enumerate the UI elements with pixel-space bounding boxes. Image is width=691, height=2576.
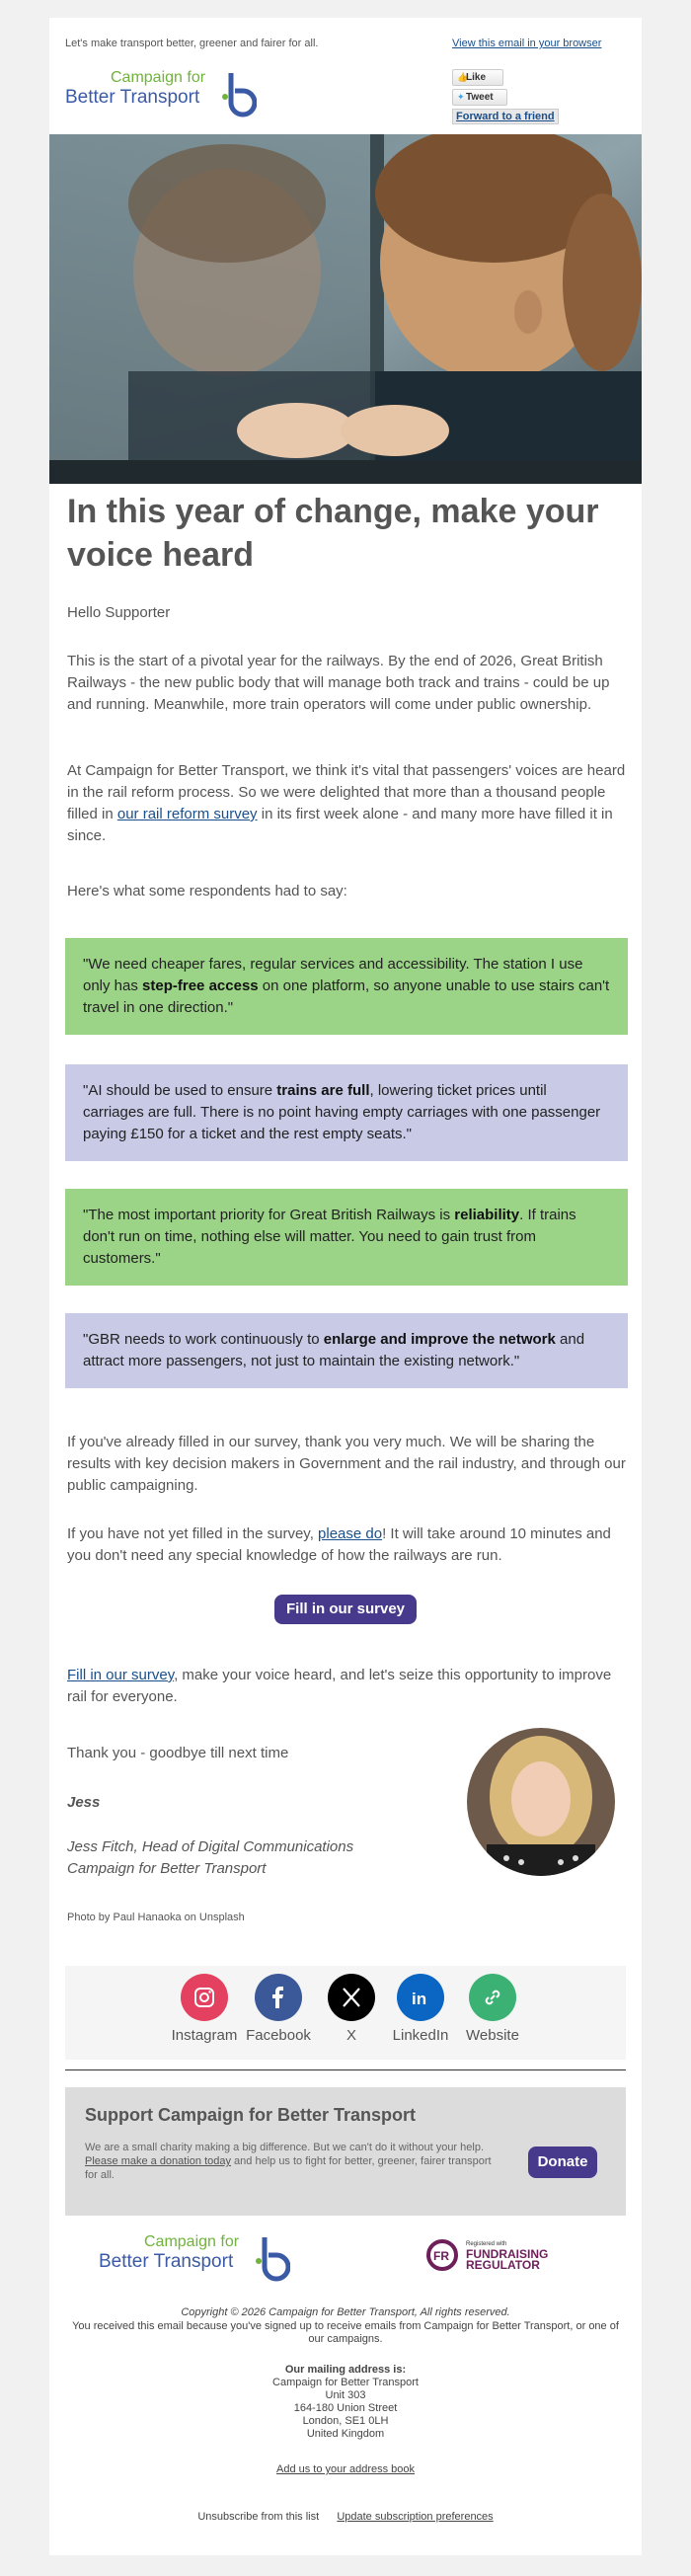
address-line: London, SE1 0LH xyxy=(302,2415,389,2427)
greeting: Hello Supporter xyxy=(67,604,171,621)
linkedin-icon xyxy=(397,1974,444,2021)
address-line: Unit 303 xyxy=(325,2389,366,2401)
social-link-linkedin[interactable]: in LinkedIn xyxy=(386,1974,455,2044)
page-title: In this year of change, make your voice heard xyxy=(67,493,599,574)
fundraising-regulator-icon: FR xyxy=(426,2239,458,2271)
signature-name: Jess xyxy=(67,1794,101,1811)
add-address-row xyxy=(49,2463,642,2476)
support-box xyxy=(65,2087,626,2216)
unsubscribe-link[interactable]: Unsubscribe from this list xyxy=(197,2511,320,2523)
paragraph-intro: This is the start of a pivotal year for the railways. By the end of 2026, Great British Railways - the new public body that will manage both track and trains - could be up and running. Meanwhile, more train operators will come under public ownership. xyxy=(67,653,610,713)
forward-to-friend-button[interactable]: Forward to a friend xyxy=(452,109,559,124)
view-in-browser-link[interactable]: View this email in your browser xyxy=(452,38,602,49)
logo-line1: Campaign for xyxy=(144,2233,240,2250)
social-link-facebook[interactable]: Facebook xyxy=(244,1974,313,2044)
x-icon xyxy=(328,1974,375,2021)
logo-line2: Better Transport xyxy=(65,87,200,108)
goodbye-text: Thank you - goodbye till next time xyxy=(67,1745,289,1761)
fundraising-regulator-badge: FR Registered with FUNDRAISING REGULATOR xyxy=(426,2239,565,2283)
logo-line1: Campaign for xyxy=(111,69,206,86)
rail-reform-survey-link[interactable]: our rail reform survey xyxy=(116,806,258,822)
logo-line2: Better Transport xyxy=(99,2251,234,2272)
email-container xyxy=(49,18,642,2555)
hero-image xyxy=(49,134,642,484)
quote-box: "GBR needs to work continuously to enlarge and improve the network and attract more passengers, not just to maintain the existing network." xyxy=(65,1313,628,1388)
support-text: We are a small charity making a big difference. But we can't do it without your help. Please make a donation today and help us to fight for better, greener, fairer transport for all. xyxy=(85,2142,492,2181)
fill-survey-link[interactable]: Fill in our survey xyxy=(67,1667,175,1683)
copyright: Copyright © 2026 Campaign for Better Transport, All rights reserved. xyxy=(181,2306,510,2318)
address-line: Campaign for Better Transport xyxy=(272,2377,419,2388)
facebook-like-button[interactable]: 👍Like xyxy=(452,69,503,86)
photo-credit: Photo by Paul Hanaoka on Unsplash xyxy=(67,1912,245,1923)
quote-box: "The most important priority for Great British Railways is reliability. If trains don't run on time, nothing else will matter. You need to gain trust from customers." xyxy=(65,1189,628,1286)
address-line: 164-180 Union Street xyxy=(293,2402,398,2414)
twitter-icon: ✦ xyxy=(457,92,465,102)
please-do-link[interactable]: please do xyxy=(318,1525,383,1542)
quote-box: "We need cheaper fares, regular services and accessibility. The station I use only has step-free access on one platform, so anyone unable to use stairs can't travel in one direction." xyxy=(65,938,628,1035)
quote-box: "AI should be used to ensure trains are full, lowering ticket prices until carriages are full. There is no point having empty carriages with one passenger paying £150 for a ticket and the rest empty seats." xyxy=(65,1064,628,1161)
update-preferences-link[interactable]: Update subscription preferences xyxy=(337,2511,494,2523)
paragraph-voice-heard: Fill in our survey, make your voice heard, and let's seize this opportunity to improve rail for everyone. xyxy=(67,1667,612,1705)
author-photo xyxy=(467,1728,615,1876)
instagram-icon xyxy=(181,1974,228,2021)
tweet-button[interactable]: ✦Tweet xyxy=(452,89,507,106)
logo-b-icon xyxy=(255,2237,290,2283)
donate-button[interactable]: Donate xyxy=(528,2147,597,2178)
paragraph-respondents: Here's what some respondents had to say: xyxy=(67,883,347,899)
preheader-text: Let's make transport better, greener and fairer for all. xyxy=(65,38,319,49)
support-title: Support Campaign for Better Transport xyxy=(85,2105,417,2125)
paragraph-please-do: If you have not yet filled in the survey, please do! It will take around 10 minutes and you don't need any special knowledge of how the railways are run. xyxy=(67,1525,611,1564)
social-links-bar xyxy=(65,1966,626,2060)
address-line: United Kingdom xyxy=(306,2428,385,2440)
social-share-buttons xyxy=(452,69,559,124)
logo-b-icon xyxy=(221,73,257,118)
add-to-address-book-link[interactable]: Add us to your address book xyxy=(275,2463,416,2475)
footer-logo[interactable] xyxy=(99,2231,306,2291)
footer-links xyxy=(49,2511,642,2524)
donation-link[interactable]: Please make a donation today xyxy=(85,2155,231,2167)
paragraph-survey: At Campaign for Better Transport, we think it's vital that passengers' voices are heard in the rail reform process. So we were delighted that more than a thousand people filled in our rail reform survey in its first week alone - and many more have filled it in since. xyxy=(67,762,626,844)
mailing-label: Our mailing address is: xyxy=(284,2364,407,2376)
signature-org: Campaign for Better Transport xyxy=(67,1860,267,1877)
svg-text:in: in xyxy=(412,1990,427,2008)
divider xyxy=(65,2069,626,2070)
thumbs-up-icon: 👍 xyxy=(457,72,469,82)
paragraph-thanks-survey: If you've already filled in our survey, thank you very much. We will be sharing the results with key decision makers in Government and the rail industry, and through our public campaigning. xyxy=(67,1434,626,1494)
fill-survey-button[interactable]: Fill in our survey xyxy=(274,1595,417,1624)
link-icon xyxy=(469,1974,516,2021)
social-link-website[interactable]: Website xyxy=(458,1974,527,2044)
logo[interactable] xyxy=(65,67,272,126)
social-link-x[interactable]: X xyxy=(317,1974,386,2044)
social-link-instagram[interactable]: Instagram xyxy=(170,1974,239,2044)
facebook-icon xyxy=(255,1974,302,2021)
subscription-reason: You received this email because you've signed up to receive emails from Campaign for Better Transport, or one of our campaigns. xyxy=(72,2320,619,2345)
signature-role: Jess Fitch, Head of Digital Communications xyxy=(67,1838,354,1855)
